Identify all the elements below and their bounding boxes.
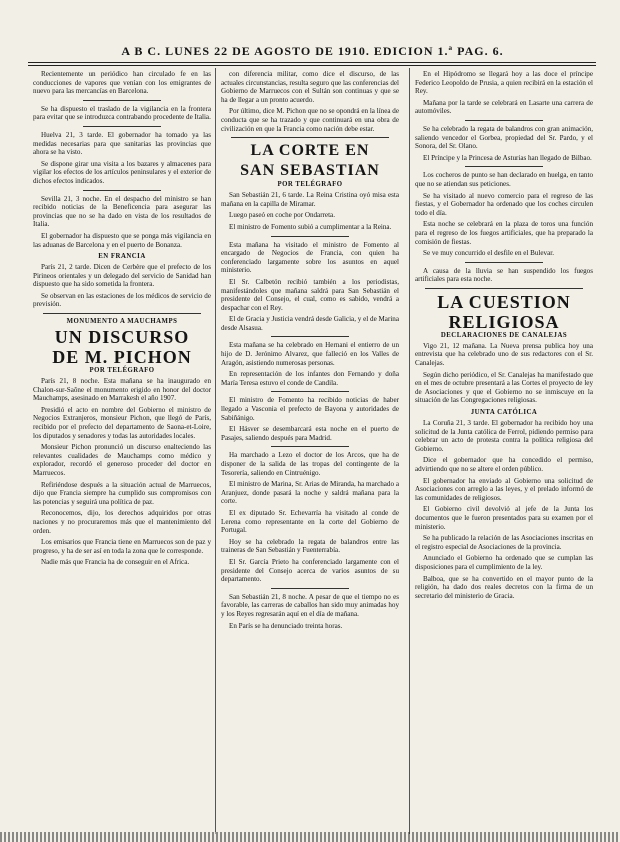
scan-edge-strip [0, 832, 620, 842]
paragraph: Los cocheros de punto se han declarado en huelga, en tanto que no se atiendan sus peticiones. [415, 171, 593, 188]
headline-cuestion: LA CUESTION [437, 291, 571, 312]
paragraph: Se ve muy concurrido el desfile en el Bulevar. [423, 249, 554, 258]
paragraph: Balboa, que se ha convertido en el mayor punto de la religión, ha dado dos reales decretos con la firma de un secretario del ministerio de Gracia. [415, 574, 593, 600]
paragraph: Se dispone girar una visita a los bazares y almacenes para vigilar los efectos de los artículos peninsulares y el exterior de dichos efectos indicados. [33, 159, 211, 185]
section-label-monumento: MONUMENTO A MAUCHAMPS [66, 318, 178, 326]
paragraph: La Coruña 21, 3 tarde. El gobernador ha recibido hoy una solicitud de la Junta católica de Ferrol, pidiendo permiso para celebrar un acto de protesta contra la política religiosa del Gobierno. [415, 419, 593, 453]
paragraph: con diferencia militar, como dice el discurso, de las actuales circunstancias, resulta seguro que las conferencias del Gobierno de Marruecos con el Sultán son continuas y que se ha de llegar a un pronto acuerdo. [221, 70, 399, 104]
paragraph: Presidió el acto en nombre del Gobierno el ministro de Negocios Extranjeros, monsieur Pichon, que llegó de París, recibido por el prefecto del departamento de Saona-et-Loire, los diputados y senadores y todas las autoridades locales. [33, 405, 211, 440]
paragraph: Recientemente un periódico han circulado fe en las conducciones de vapores que venían con los emigrantes de nuevo para las mercancías en Barcelona. [33, 70, 211, 96]
paragraph: Huelva 21, 3 tarde. El gobernador ha tomado ya las medidas necesarias para que sanitarias las provincias que ahora se ha visto. [33, 130, 211, 157]
paragraph: Anunciado el Gobierno ha ordenado que se cumplan las disposiciones para el cumplimiento de la ley. [415, 554, 593, 571]
paragraph: Dice el gobernador que ha concedido el permiso, advirtiendo que no se altere el orden público. [415, 456, 593, 473]
paragraph: Esta mañana ha visitado el ministro de Fomento al encargado de Negocios de Francia, con quien ha conferenciado largamente sobre los asuntos en aquel ministerio. [221, 240, 399, 275]
paragraph: San Sebastián 21, 6 tarde. La Reina Cristina oyó misa esta mañana en la capilla de Miramar. [221, 191, 399, 208]
paragraph: En representación de los infantes don Fernando y doña María Teresa estuvo el conde de Candila. [221, 370, 399, 387]
masthead-rule-bottom [28, 65, 596, 66]
paragraph: El de Gracia y Justicia vendrá desde Galicia, y el de Marina desde Alsasua. [221, 315, 399, 332]
paragraph: Nadie más que Francia ha de conseguir en el Africa. [41, 558, 190, 567]
headline-corte: LA CORTE EN [250, 142, 370, 160]
paragraph: Por último, dice M. Pichon que no se opondrá en la línea de conducta que se ha trazado y que continuará en una obra de civilización en que la Francia como nación debe estar. [221, 107, 399, 133]
paragraph: Hoy se ha celebrado la regata de balandros entre las traineras de San Sebastián y Fuenterrabía. [221, 537, 399, 555]
paragraph: Esta mañana se ha celebrado en Hernani el entierro de un hijo de D. Jerónimo Alvarez, que falleció en los Valles de Aragón, asistiendo numerosas personas. [221, 341, 399, 367]
paragraph: El Sr. Calbetón recibió también a los periodistas, manifestándoles que mañana saldrá para San Sebastián el presidente del Consejo, el cual, como es sabido, vendrá a despachar con el Rey. [221, 277, 399, 312]
paragraph: El Hásver se desembarcará esta noche en el puerto de Pasajes, saliendo después para Madrid. [221, 425, 399, 442]
paragraph: Se ha visitado al nuevo comercio para el regreso de las fiestas, y el Gobernador ha ordenado que los coches circulen todo el día. [415, 191, 593, 217]
subheading-declaraciones: DECLARACIONES DE CANALEJAS [440, 331, 568, 339]
divider [271, 391, 349, 392]
divider [271, 236, 349, 237]
column-3 [415, 70, 593, 832]
paragraph: A causa de la lluvia se han suspendido los fuegos artificiales para esta noche. [415, 266, 593, 284]
paragraph: Monsieur Pichon pronunció un discurso enalteciendo las relevantes cualidades de Mauchamps como médico y explorador, recordó el generoso proceder del doctor en Marruecos. [33, 443, 211, 477]
paragraph: El ministro de Marina, Sr. Arias de Miranda, ha marchado a Aranjuez, donde pasará la noche y saldrá mañana para la corte. [221, 480, 399, 506]
section-heading-junta: JUNTA CATÓLICA [470, 409, 538, 417]
paragraph: Se ha dispuesto el traslado de la vigilancia en la frontera para evitar que se introduzca contrabando procedente de Italia. [33, 104, 211, 122]
divider [271, 336, 349, 337]
paragraph: Sevilla 21, 3 noche. En el despacho del ministro se han recibido noticias de la Beneficencia para asegurar las provincias que no se ha dado en vista de los resultados de Italia. [33, 194, 211, 229]
paragraph: Ha marchado a Lezo el doctor de los Arcos, que ha de disponer de la salida de las tropas del contingente de la Tesorería, saliendo en Cintruénigo. [221, 451, 399, 477]
headline-san-sebastian: SAN SEBASTIAN [240, 162, 380, 180]
paragraph: Mañana por la tarde se celebrará en Lasarte una carrera de automóviles. [415, 98, 593, 116]
paragraph: Esta noche se celebrará en la plaza de toros una función para el regreso de los fuegos artificiales, que ha preparado la comisión de fiestas. [415, 220, 593, 246]
divider [83, 100, 161, 101]
divider [83, 126, 161, 127]
column-2 [221, 70, 399, 832]
paragraph: El Príncipe y la Princesa de Asturias han llegado de Bilbao. [423, 153, 592, 162]
paragraph: Se observan en las estaciones de los médicos de servicio de previsión. [33, 291, 211, 309]
headline-religiosa: RELIGIOSA [448, 311, 560, 332]
column-rule-2 [409, 68, 410, 834]
paragraph: El ministro de Fomento ha recibido noticias de haber llegado a Vasconia el prefecto de Bayona y autoridades de Sabiñánigo. [221, 396, 399, 422]
paragraph: San Sebastián 21, 8 noche. A pesar de que el tiempo no es favorable, las carreras de caballos han sido muy animadas hoy y los Reyes regresarán aquí en el día de mañana. [221, 592, 399, 618]
paragraph: Los emisarios que Francia tiene en Marruecos son de paz y progreso, y ha de ser así en toda la zona que le corresponde. [33, 538, 211, 555]
divider [271, 446, 349, 447]
paragraph: Según dicho periódico, el Sr. Canalejas ha manifestado que en el mes de octubre presentará a las Cortes el proyecto de ley de Asociaciones y que el Gobierno no se inmiscuye en la situación de las Congregaciones religiosas. [415, 370, 593, 405]
divider [465, 262, 543, 263]
paragraph: El gobernador ha dispuesto que se ponga más vigilancia en las aduanas de Barcelona y en el puerto de Bonanza. [33, 231, 211, 249]
divider [465, 166, 543, 167]
section-heading-francia: EN FRANCIA [98, 253, 146, 261]
paragraph: El gobernador ha enviado al Gobierno una solicitud de Asociaciones con arreglo a las leyes, y el prelado informó de las comunidades de religiosos. [415, 476, 593, 502]
paragraph: París 21, 8 noche. Esta mañana se ha inaugurado en Chalon-sur-Saône el monumento erigido en honor del doctor Mauchamps, asesinado en Marrakesh el año 1907. [33, 377, 211, 403]
paragraph: Luego paseó en coche por Ondarreta. [229, 211, 335, 220]
headline-pichon: DE M. PICHON [52, 347, 192, 368]
subheading-telegrafo: POR TELÉGRAFO [89, 367, 155, 375]
headline-discurso: UN DISCURSO [54, 327, 190, 348]
divider [271, 588, 349, 589]
divider [425, 288, 583, 289]
divider [465, 120, 543, 121]
paragraph: Refiriéndose después a la situación actual de Marruecos, dijo que Francia siempre ha cumplido sus compromisos con las potencias y seguirá una política de paz. [33, 480, 211, 506]
paragraph: Se ha celebrado la regata de balandros con gran animación, saliendo vencedor el Gorbea, propiedad del Sr. Pardo, y el Sonora, del Sr. Olano. [415, 124, 593, 151]
paragraph: París 21, 2 tarde. Dicen de Cerbère que el prefecto de los Pirineos orientales y un delegado del servicio de Sanidad han dispuesto que ha sido sometida la frontera. [33, 263, 211, 289]
paragraph: Reconocemos, dijo, los derechos adquiridos por otras naciones y no procuraremos más que el mantenimiento del orden. [33, 509, 211, 535]
subheading-telegrafo: POR TELÉGRAFO [277, 181, 343, 189]
page-masthead: A B C. LUNES 22 DE AGOSTO DE 1910. EDICION 1.ª PAG. 6. [121, 44, 504, 58]
divider [231, 137, 389, 138]
paragraph: El ministro de Fomento subió a cumplimentar a la Reina. [229, 222, 392, 231]
divider [43, 313, 201, 314]
masthead-rule-top [28, 62, 596, 63]
divider [83, 190, 161, 191]
paragraph: Se ha publicado la relación de las Asociaciones inscritas en el registro especial de Asociaciones de la provincia. [415, 534, 593, 551]
paragraph: El Sr. García Prieto ha conferenciado largamente con el presidente del Consejo acerca de varios asuntos de su departamento. [221, 557, 399, 584]
paragraph: El ex diputado Sr. Echevarría ha visitado al conde de Lerena como representante en la corte del Gobierno de Portugal. [221, 508, 399, 535]
column-1 [33, 70, 211, 832]
paragraph: El Gobierno civil devolvió al jefe de la Junta los documentos que le fueron presentados para su examen por el ministerio. [415, 505, 593, 531]
column-rule-1 [215, 68, 216, 834]
paragraph: En el Hipódromo se llegará hoy a las doce el príncipe Federico Leopoldo de Prusia, a quien recibirá en la estación el Rey. [415, 70, 593, 96]
paragraph: En París se ha denunciado treinta horas. [229, 621, 343, 630]
paragraph: Vigo 21, 12 mañana. La Nueva prensa publica hoy una entrevista que ha celebrado uno de sus redactores con el Sr. Canalejas. [415, 341, 593, 368]
